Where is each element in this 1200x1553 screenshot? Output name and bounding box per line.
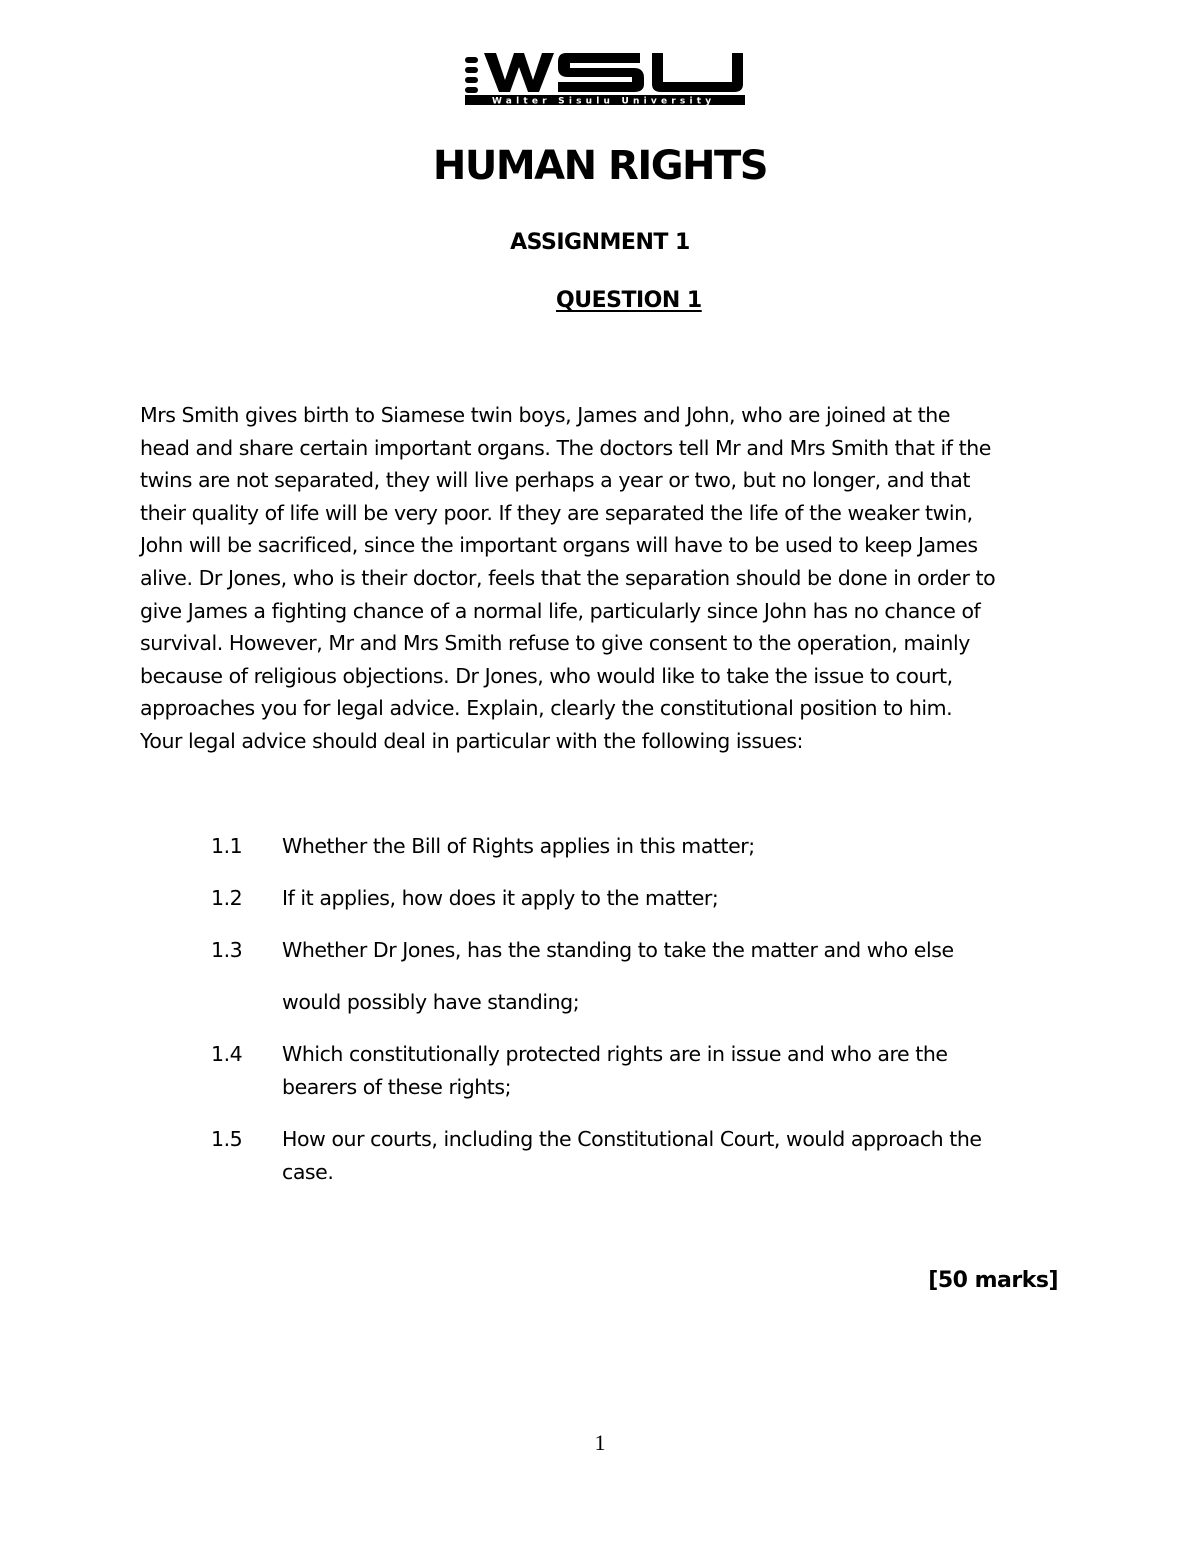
issue-text: If it applies, how does it apply to the matter;	[282, 886, 719, 910]
question-paragraph	[140, 399, 1070, 758]
paragraph-line: survival. However, Mr and Mrs Smith refuse to give consent to the operation, mainly	[140, 631, 970, 656]
wsu-logo-graphic	[462, 50, 747, 106]
issue-text: How our courts, including the Constitutional Court, would approach the	[282, 1127, 982, 1151]
issue-text: bearers of these rights;	[282, 1074, 512, 1099]
issue-number: 1.2	[211, 886, 243, 910]
paragraph-line: approaches you for legal advice. Explain, clearly the constitutional position to him.	[140, 696, 953, 721]
wsu-logo	[462, 50, 747, 106]
issue-number: 1.3	[211, 938, 243, 962]
question-heading: QUESTION 1	[556, 288, 702, 313]
issue-text: Whether Dr Jones, has the standing to take the matter and who else	[282, 938, 954, 962]
paragraph-line: head and share certain important organs. The doctors tell Mr and Mrs Smith that if the	[140, 435, 991, 460]
paragraph-line: alive. Dr Jones, who is their doctor, feels that the separation should be done in order to	[140, 565, 996, 590]
page-number: 1	[594, 1430, 606, 1455]
issue-number: 1.1	[211, 834, 243, 858]
assignment-heading: ASSIGNMENT 1	[510, 230, 690, 255]
issue-number: 1.4	[211, 1042, 243, 1066]
issue-text: Whether the Bill of Rights applies in this matter;	[282, 834, 755, 858]
paragraph-line: because of religious objections. Dr Jones, who would like to take the issue to court,	[140, 663, 953, 688]
paragraph-line: give James a fighting chance of a normal life, particularly since John has no chance of	[140, 598, 981, 623]
paragraph-line: John will be sacrificed, since the important organs will have to be used to keep James	[140, 533, 978, 558]
issue-number: 1.5	[211, 1127, 243, 1151]
issue-text: Which constitutionally protected rights are in issue and who are the	[282, 1042, 948, 1066]
paragraph-line: twins are not separated, they will live perhaps a year or two, but no longer, and that	[140, 468, 970, 493]
paragraph-line: Mrs Smith gives birth to Siamese twin boys, James and John, who are joined at the	[140, 403, 950, 427]
issue-text: case.	[282, 1159, 334, 1184]
logo-tagline: Walter Sisulu University	[492, 96, 716, 106]
paragraph-line: their quality of life will be very poor. If they are separated the life of the weaker twin,	[140, 500, 973, 525]
total-marks: [50 marks]	[928, 1268, 1058, 1293]
paragraph-line: Your legal advice should deal in particular with the following issues:	[140, 728, 804, 753]
issue-text: would possibly have standing;	[282, 990, 580, 1014]
document-title: HUMAN RIGHTS	[432, 143, 768, 189]
